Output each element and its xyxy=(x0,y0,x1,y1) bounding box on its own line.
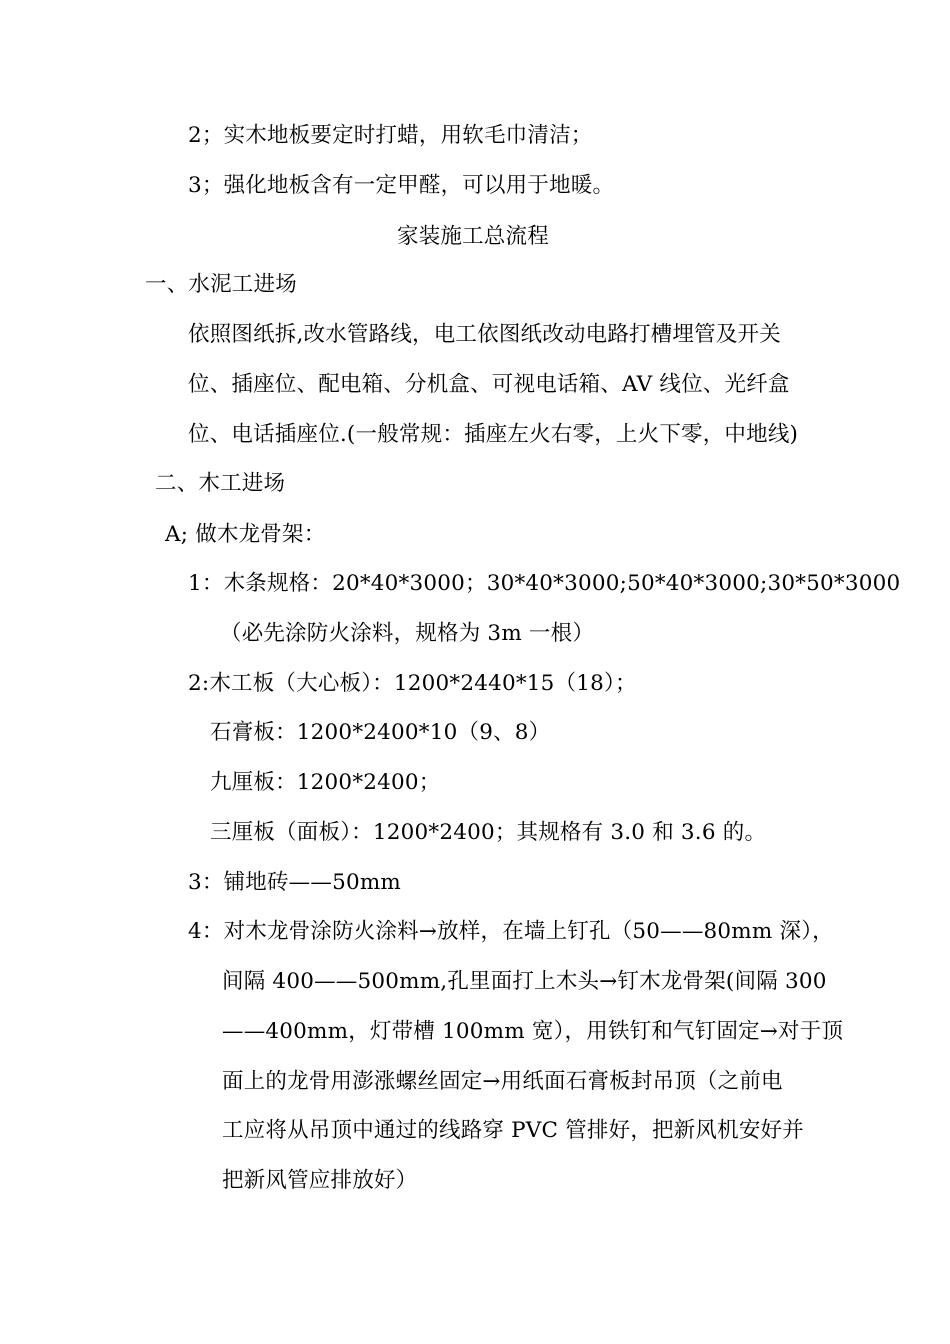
heading-cement-work: 一、水泥工进场 xyxy=(145,272,297,297)
text-line-6: 位、插座位、配电箱、分机盒、可视电话箱、AV 线位、光纤盒 xyxy=(188,372,790,397)
text-line-1: 2；实木地板要定时打蜡，用软毛巾清洁； xyxy=(188,123,593,148)
text-line-12: 2:木工板（大心板）：1200*2440*15（18）； xyxy=(188,671,637,696)
text-line-19: ——400mm，灯带槽 100mm 宽），用铁钉和气钉固定→对于顶 xyxy=(222,1019,844,1044)
text-line-5: 依照图纸拆,改水管路线，电工依图纸改动电路打槽埋管及开关 xyxy=(188,322,781,347)
text-line-2: 3；强化地板含有一定甲醛，可以用于地暖。 xyxy=(188,173,615,198)
subheading-a: A; 做木龙骨架： xyxy=(165,522,326,547)
text-line-15: 三厘板（面板）：1200*2400；其规格有 3.0 和 3.6 的。 xyxy=(210,820,767,845)
text-line-14: 九厘板：1200*2400； xyxy=(210,770,441,795)
text-line-10: 1：木条规格：20*40*3000；30*40*3000;50*40*3000;30*50*3000 xyxy=(188,571,901,596)
text-line-21: 工应将从吊顶中通过的线路穿 PVC 管排好，把新风机安好并 xyxy=(222,1118,804,1143)
text-line-16: 3：铺地砖——50mm xyxy=(188,870,402,895)
text-line-11: （必先涂防火涂料，规格为 3m 一根） xyxy=(220,621,595,646)
text-line-13: 石膏板：1200*2400*10（9、8） xyxy=(210,720,551,745)
text-line-18: 间隔 400——500mm,孔里面打上木头→钉木龙骨架(间隔 300 xyxy=(222,969,827,994)
section-title: 家装施工总流程 xyxy=(397,224,549,249)
text-line-20: 面上的龙骨用澎涨螺丝固定→用纸面石膏板封吊顶（之前电 xyxy=(222,1069,783,1094)
text-line-22: 把新风管应排放好） xyxy=(222,1168,418,1193)
text-line-17: 4：对木龙骨涂防火涂料→放样，在墙上钉孔（50——80mm 深）， xyxy=(188,919,834,944)
text-line-7: 位、电话插座位.(一般常规：插座左火右零，上火下零，中地线) xyxy=(188,422,799,447)
heading-carpentry-work: 二、木工进场 xyxy=(155,471,286,496)
